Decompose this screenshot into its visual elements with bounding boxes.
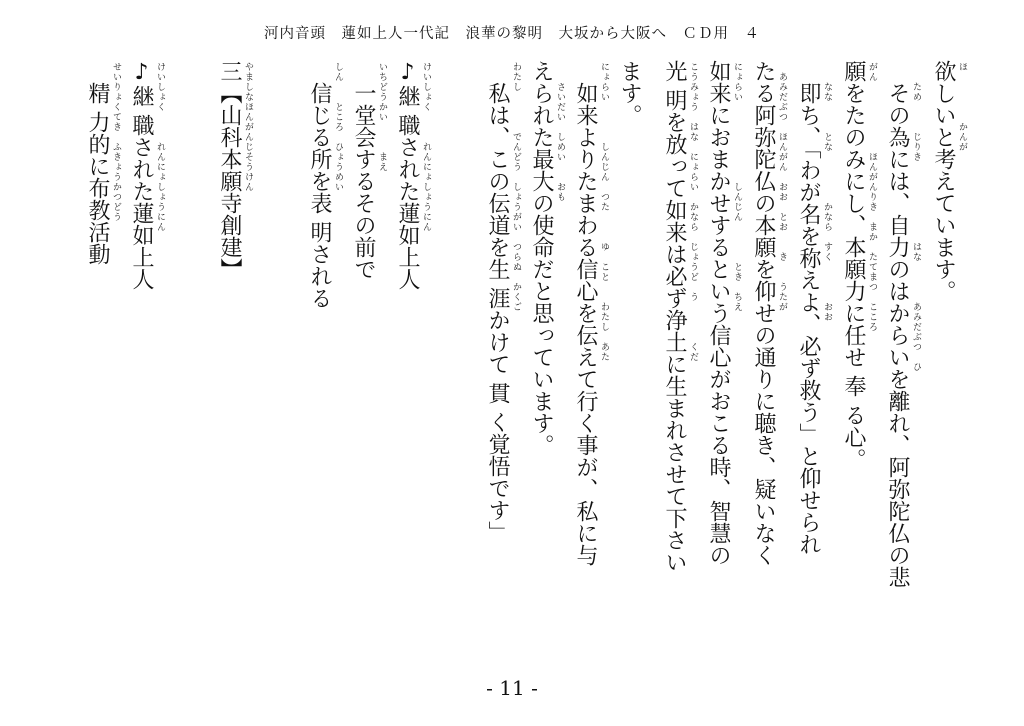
furigana: しん ところ ひょうめい: [333, 62, 343, 192]
furigana: こうみょう はな にょらい かなら じょうど う くだ: [688, 62, 698, 362]
text-column: たる阿弥陀仏の本願を仰せの通りに聴き、疑いなく: [751, 60, 776, 566]
furigana: ため じりき はな あみだぶつ ひ: [911, 62, 921, 372]
text-column: 如来におまかせするという信心がおこる時、智慧の: [706, 60, 731, 566]
furigana: けいしょく れんにょしょうにん: [155, 62, 165, 232]
text-column: その為には、自力のはからいを離れ、阿弥陀仏の悲: [885, 60, 910, 588]
furigana: ほ かんが: [957, 62, 967, 152]
furigana: あみだぶつ ほんがん おお とお き うたが: [777, 62, 787, 312]
furigana: なな とな かなら すく おお: [822, 62, 832, 322]
furigana: けいしょく れんにょしょうにん: [421, 62, 431, 232]
furigana: せいりょくてき ふきょうかつどう: [111, 62, 121, 222]
lyric-column: ♪継 職された蓮如上人: [129, 60, 154, 290]
furigana: わたし でんどう しょうがい つらぬ かくご: [511, 62, 521, 312]
text-column: 光 明を放って如来は必ず浄土に生まれさせて下さい: [662, 60, 687, 573]
furigana: やましなほんがんじそうけん: [243, 62, 253, 192]
furigana: がん ほんがんりき まか たてまつ こころ: [867, 62, 877, 332]
furigana: にょらい しんじん つた ゆ こと わたし あた: [599, 62, 609, 362]
furigana: にょらい しんじん とき ちえ: [732, 62, 742, 312]
text-column: 欲しいと考えています。: [931, 60, 956, 302]
text-column: 即ち、「わが名を称えよ、必ず救う」と仰せられ: [796, 60, 821, 555]
text-column: 如来よりたまわる信心を伝えて行く事が、私に与: [573, 60, 598, 566]
lyric-column: 一堂会するその前で: [351, 60, 376, 280]
page-header: 河内音頭 蓮如上人一代記 浪華の黎明 大坂から大阪へ ＣＤ用 ４: [264, 26, 760, 42]
section-heading: 三【山科本願寺創建】: [217, 60, 242, 280]
furigana: いちどうかい まえ: [377, 62, 387, 172]
lyric-column: 精 力的に布教活動: [85, 60, 110, 265]
text-column: 願をたのみにし、本願力に任せ 奉 る心。: [841, 60, 866, 470]
text-column: ます。: [617, 60, 642, 126]
lyric-column: 信じる所を表 明される: [307, 60, 332, 309]
text-column: 私は、この伝道を生 涯かけて 貫 く覚悟です」: [485, 60, 510, 543]
page-number: - 11 -: [486, 676, 538, 700]
text-column: えられた最大の使命だと思っています。: [529, 60, 554, 456]
lyric-column: ♪継 職された蓮如上人: [395, 60, 420, 290]
furigana: さいだい しめい おも: [555, 62, 565, 202]
